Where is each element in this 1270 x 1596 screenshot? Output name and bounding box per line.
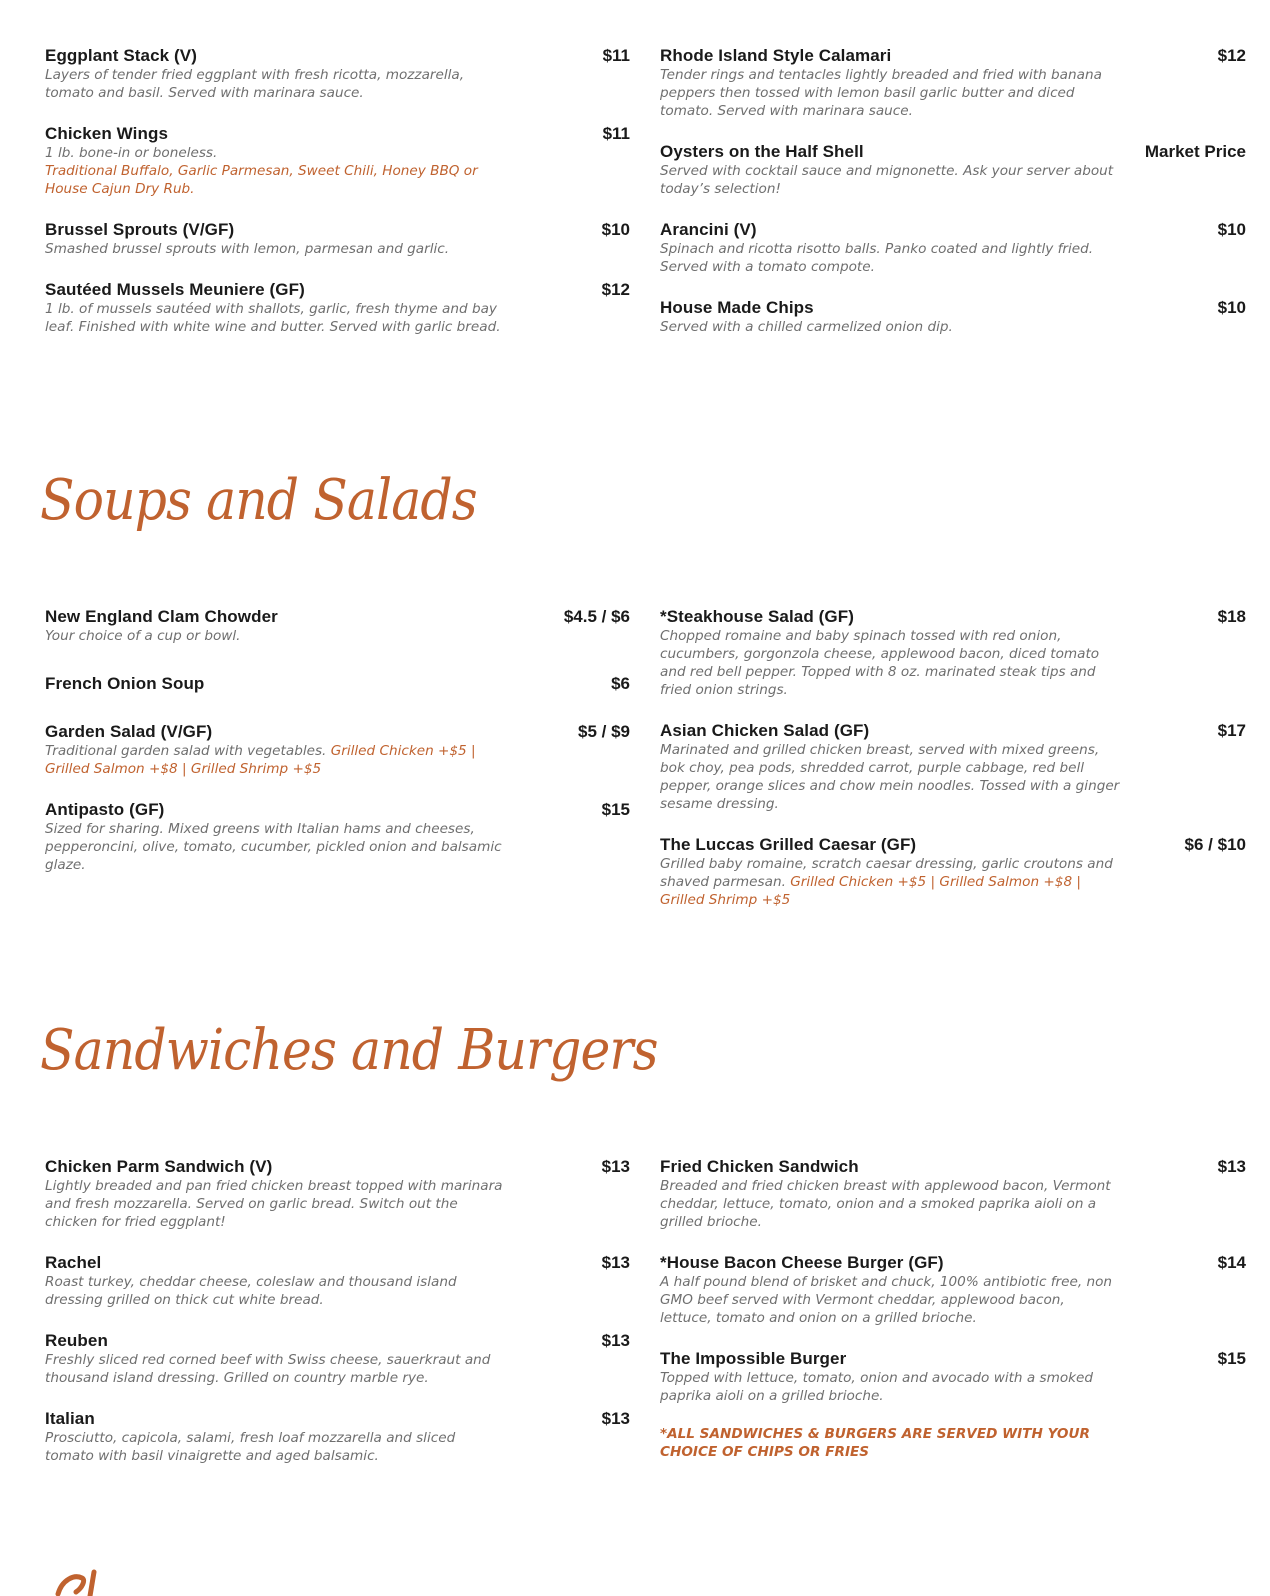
menu-item — [660, 45, 1246, 120]
menu-item — [45, 1156, 630, 1231]
item-price: $13 — [1217, 1157, 1246, 1176]
item-description: Marinated and grilled chicken breast, served with mixed greens, bok choy, pea pods, shredded carrot, purple cabbage, red bell pepper, orange slices and chow mein noodles. Tossed with a ginger sesame dressing. — [660, 742, 1120, 812]
item-price: $10 — [1217, 220, 1246, 239]
item-name: Italian — [45, 1409, 95, 1428]
section-heading-soups: Soups and Salads — [40, 468, 477, 533]
item-name: Brussel Sprouts (V/GF) — [45, 220, 235, 239]
item-name: Oysters on the Half Shell — [660, 142, 864, 161]
heading-fragment-glyph — [52, 1566, 112, 1596]
item-options: Traditional Buffalo, Garlic Parmesan, Sweet Chili, Honey BBQ or House Cajun Dry Rub. — [45, 163, 478, 197]
item-name: New England Clam Chowder — [45, 607, 278, 626]
menu-item — [45, 1330, 630, 1387]
item-description: Served with a chilled carmelized onion dip. — [660, 319, 953, 335]
menu-item — [45, 45, 630, 102]
item-name: Sautéed Mussels Meuniere (GF) — [45, 280, 305, 299]
menu-item — [660, 1252, 1246, 1327]
menu-item — [45, 799, 630, 874]
sides-note: *ALL SANDWICHES & BURGERS ARE SERVED WITH YOUR CHOICE OF CHIPS OR FRIES — [660, 1426, 1090, 1460]
item-price: $4.5 / $6 — [563, 607, 630, 626]
item-description: 1 lb. of mussels sautéed with shallots, garlic, fresh thyme and bay leaf. Finished with white wine and butter. Served with garlic bread. — [45, 301, 501, 335]
item-description: Roast turkey, cheddar cheese, coleslaw and thousand island dressing grilled on thick cut white bread. — [45, 1274, 457, 1308]
sandwiches-left-column — [45, 1156, 630, 1485]
item-description: Prosciutto, capicola, salami, fresh loaf mozzarella and sliced tomato with basil vinaigrette and aged balsamic. — [45, 1430, 456, 1464]
item-name: Chicken Parm Sandwich (V) — [45, 1157, 273, 1176]
item-description-text: Traditional garden salad with vegetables. — [45, 743, 327, 759]
menu-item — [45, 721, 630, 778]
menu-item — [45, 673, 630, 694]
item-description: Sized for sharing. Mixed greens with Italian hams and cheeses, pepperoncini, olive, tomato, cucumber, pickled onion and balsamic glaze. — [45, 821, 502, 873]
menu-item — [660, 1156, 1246, 1231]
item-description — [45, 144, 505, 198]
item-name: House Made Chips — [660, 298, 814, 317]
item-price: $13 — [601, 1409, 630, 1428]
item-price: $11 — [602, 46, 630, 65]
item-name: Reuben — [45, 1331, 108, 1350]
item-options: Grilled Chicken +$5 | Grilled Salmon +$8 | Grilled Shrimp +$5 — [660, 874, 1082, 908]
item-name: Asian Chicken Salad (GF) — [660, 721, 870, 740]
item-name: *House Bacon Cheese Burger (GF) — [660, 1253, 944, 1272]
menu-item — [660, 720, 1246, 813]
menu-item — [660, 834, 1246, 909]
appetizers-right-column — [660, 45, 1246, 356]
menu-item — [660, 141, 1246, 198]
item-price: $5 / $9 — [578, 722, 630, 741]
item-description: Served with cocktail sauce and mignonette. Ask your server about today’s selection! — [660, 163, 1114, 197]
item-price: $14 — [1217, 1253, 1246, 1272]
item-name: Garden Salad (V/GF) — [45, 722, 213, 741]
item-description-text: Grilled baby romaine, scratch caesar dressing, garlic croutons and shaved parmesan. — [660, 856, 1113, 890]
item-name: Fried Chicken Sandwich — [660, 1157, 859, 1176]
item-description — [660, 855, 1120, 909]
menu-item — [660, 219, 1246, 276]
menu-item — [660, 606, 1246, 699]
item-name: The Luccas Grilled Caesar (GF) — [660, 835, 917, 854]
item-price: $12 — [1217, 46, 1246, 65]
item-name: Chicken Wings — [45, 124, 168, 143]
item-price: $18 — [1217, 607, 1246, 626]
item-price: $12 — [601, 280, 630, 299]
soups-left-column — [45, 606, 630, 894]
item-price: $13 — [601, 1253, 630, 1272]
item-price: $10 — [601, 220, 630, 239]
item-price: $17 — [1217, 721, 1246, 740]
item-name: French Onion Soup — [45, 674, 205, 693]
item-name: Rhode Island Style Calamari — [660, 46, 892, 65]
menu-item — [45, 279, 630, 336]
item-description: Breaded and fried chicken breast with applewood bacon, Vermont cheddar, lettuce, tomato, onion and a smoked paprika aioli on a grilled brioche. — [660, 1178, 1111, 1230]
next-section-heading-fragment — [52, 1566, 112, 1596]
appetizers-left-column — [45, 45, 630, 356]
menu-item — [45, 123, 630, 198]
item-price: $10 — [1217, 298, 1246, 317]
item-description: Chopped romaine and baby spinach tossed with red onion, cucumbers, gorgonzola cheese, applewood bacon, diced tomato and red bell pepper. Topped with 8 oz. marinated steak tips and fried onion strings. — [660, 628, 1100, 698]
item-description: Tender rings and tentacles lightly breaded and fried with banana peppers then tossed with lemon basil garlic butter and diced tomato. Served with marinara sauce. — [660, 67, 1102, 119]
item-price: $13 — [601, 1157, 630, 1176]
item-description: Layers of tender fried eggplant with fresh ricotta, mozzarella, tomato and basil. Served with marinara sauce. — [45, 67, 465, 101]
menu-item — [45, 606, 630, 645]
item-name: The Impossible Burger — [660, 1349, 847, 1368]
item-price: $15 — [1217, 1349, 1246, 1368]
item-description: Your choice of a cup or bowl. — [45, 628, 241, 644]
menu-item — [660, 297, 1246, 336]
item-description-text: 1 lb. bone-in or boneless. — [45, 145, 218, 161]
menu-item — [45, 219, 630, 258]
item-price: $13 — [601, 1331, 630, 1350]
item-description: Topped with lettuce, tomato, onion and avocado with a smoked paprika aioli on a grilled brioche. — [660, 1370, 1094, 1404]
menu-item — [660, 1348, 1246, 1405]
item-name: Arancini (V) — [660, 220, 757, 239]
item-price: $6 — [611, 674, 630, 693]
item-name: *Steakhouse Salad (GF) — [660, 607, 854, 626]
item-description: Lightly breaded and pan fried chicken breast topped with marinara and fresh mozzarella. Served on garlic bread. Switch out the chicken for fried eggplant! — [45, 1178, 503, 1230]
menu-item — [45, 1252, 630, 1309]
item-price: $11 — [602, 124, 630, 143]
section-heading-sandwiches: Sandwiches and Burgers — [40, 1018, 658, 1083]
item-description — [45, 742, 505, 778]
item-description: Smashed brussel sprouts with lemon, parmesan and garlic. — [45, 241, 450, 257]
item-price: Market Price — [1144, 142, 1246, 161]
item-name: Rachel — [45, 1253, 102, 1272]
sandwiches-right-column — [660, 1156, 1246, 1461]
item-description: Spinach and ricotta risotto balls. Panko coated and lightly fried. Served with a tomato compote. — [660, 241, 1094, 275]
item-options: Grilled Chicken +$5 | Grilled Salmon +$8 | Grilled Shrimp +$5 — [45, 743, 476, 777]
item-description: Freshly sliced red corned beef with Swiss cheese, sauerkraut and thousand island dressing. Grilled on country marble rye. — [45, 1352, 491, 1386]
soups-right-column — [660, 606, 1246, 929]
item-name: Eggplant Stack (V) — [45, 46, 197, 65]
item-price: $6 / $10 — [1184, 835, 1246, 854]
item-description: A half pound blend of brisket and chuck, 100% antibiotic free, non GMO beef served with Vermont cheddar, applewood bacon, lettuce, tomato and onion on a grilled brioche. — [660, 1274, 1113, 1326]
item-name: Antipasto (GF) — [45, 800, 165, 819]
menu-item — [45, 1408, 630, 1465]
item-price: $15 — [601, 800, 630, 819]
